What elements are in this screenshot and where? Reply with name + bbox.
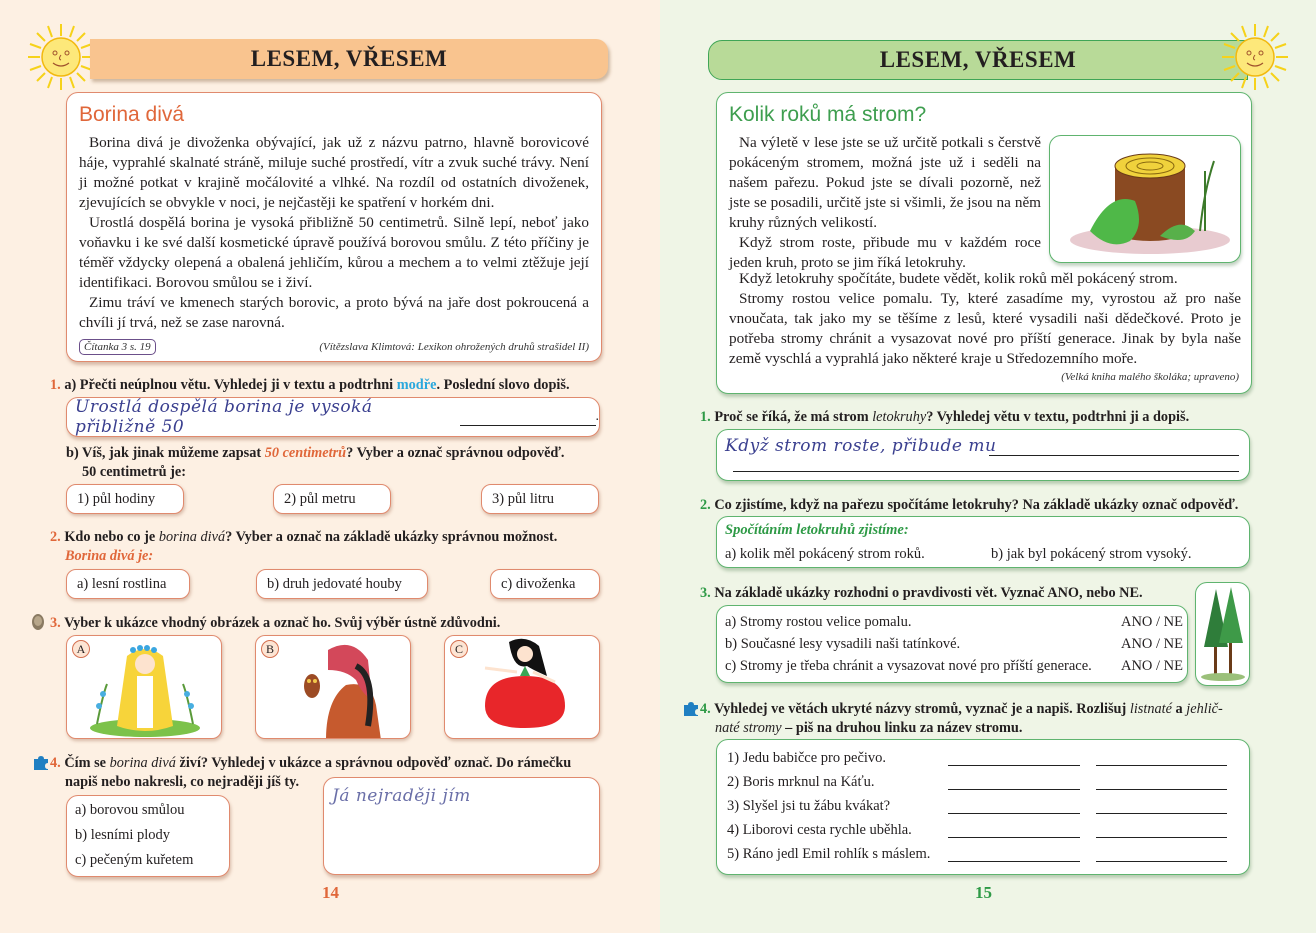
page-number: 15 [975, 883, 992, 902]
right-page-15 [660, 0, 1316, 933]
tree-name-blank[interactable] [948, 774, 1079, 790]
statement-text: a) Stromy rostou velice pomalu. [725, 614, 912, 630]
story-paragraph: Stromy rostou velice pomalu. Ty, které zasadíme my, vyrostou až pro naše vnoučata, tak jako my se těšíme z lesů, které vysadili naši dědečkové. Proto je potřeba stromy chránit a vysazovat nové pro příští generace. Jinak by byla naše země vyschlá a vyprahlá jako některé kraje u Středozemního moře. [729, 290, 1241, 367]
task1b-instruction [66, 444, 606, 482]
chapter-banner: LESEM, VŘESEM [90, 39, 608, 79]
picture-option-c[interactable] [444, 635, 600, 739]
sentence-row [727, 750, 1227, 767]
option-c-forest-nymph[interactable]: c) divoženka [490, 569, 600, 599]
highlight-blue: modře [396, 377, 437, 393]
page-number: 14 [322, 883, 339, 902]
story-citation: (Velká kniha malého školáka; upraveno) [1061, 371, 1239, 383]
task-number: 4. [50, 755, 61, 771]
tree-type-blank[interactable] [1096, 798, 1227, 814]
task-number: 4. [700, 701, 711, 717]
task-text: Čím se [64, 755, 110, 771]
chapter-banner: LESEM, VŘESEM [708, 40, 1248, 80]
option-b-poisonous-mushroom[interactable]: b) druh jedovaté houby [256, 569, 428, 599]
spruce-trees-image [1195, 582, 1250, 686]
story-text-wrapped [729, 133, 1041, 273]
option-a-pine-resin[interactable]: a) borovou smůlou [75, 802, 185, 818]
girl-in-red-dress-illustration [445, 636, 600, 739]
story-title: Borina divá [79, 103, 185, 126]
tree-names-box [716, 739, 1250, 875]
sentence-row [727, 774, 1227, 791]
task1-instruction [700, 408, 1280, 427]
sentence-text: 1) Jedu babičce pro pečivo. [727, 750, 887, 766]
task-text: Na základě ukázky rozhodni o pravdivosti vět. Vyznač ANO, nebo NE. [714, 585, 1143, 601]
task2-instruction [700, 496, 1300, 515]
statement-row [725, 658, 1183, 675]
handwritten-sentence: Když strom roste, přibude mu [725, 436, 997, 456]
task-text-italic: letokruhy [872, 409, 927, 425]
tree-type-blank[interactable] [1096, 774, 1227, 790]
yes-no-choice[interactable]: ANO / NE [1120, 636, 1183, 652]
true-false-box [716, 605, 1188, 683]
task3-instruction [50, 614, 610, 633]
tree-type-blank[interactable] [1096, 846, 1227, 862]
story-panel [66, 92, 602, 362]
task-text-italic: jehlič- [1186, 701, 1223, 717]
task-text: živí? Vyhledej v ukázce a správnou odpověď označ. Do rámečku [175, 755, 572, 771]
task-number: 3. [700, 585, 711, 601]
yes-no-choice[interactable]: ANO / NE [1120, 614, 1183, 630]
task-number: 2. [700, 497, 711, 513]
task-text: Kdo nebo co je [64, 529, 159, 545]
sentence-text: 2) Boris mrknul na Káťu. [727, 774, 875, 790]
option-3-half-liter[interactable]: 3) půl litru [481, 484, 599, 514]
favorite-food-drawing-box[interactable] [323, 777, 600, 875]
story-panel [716, 92, 1252, 394]
story-paragraph: Když strom roste, přibude mu v každém roce jeden kruh, proto se jim říká letokruhy. [729, 234, 1041, 271]
sentence-row [727, 798, 1227, 815]
statement-text: b) Současné lesy vysadili naši tatínkové. [725, 636, 961, 652]
sentence-row [727, 846, 1227, 863]
speaking-head-icon [31, 613, 45, 631]
story-citation: (Vítězslava Klimtová: Lexikon ohrožených druhů strašidel II) [319, 341, 589, 353]
tree-type-blank[interactable] [1096, 750, 1227, 766]
reader-reference-badge: Čítanka 3 s. 19 [79, 339, 156, 355]
story-paragraph: Borina divá je divoženka obývající, jak už z názvu patrno, hlavně borovicové háje, vyprahlé skalnaté stráně, miluje suché prostředí, vítr a zvuk suché trávy. Není ji možné potkat v krajině močálovité a vlhké. Na rozdíl od ostatních divoženek, zjevujících se obvykle v noci, je nejčastěji ke spatření v horkém dni. [79, 134, 589, 211]
picture-letter: B [261, 640, 279, 658]
tree-type-blank[interactable] [1096, 822, 1227, 838]
statement-text: c) Stromy je třeba chránit a vysazovat nové pro příští generace. [725, 658, 1092, 674]
sun-icon [1220, 22, 1290, 92]
sentence-row [727, 822, 1227, 839]
statement-row [725, 636, 1183, 653]
handwritten-sentence: Urostlá dospělá borina je vysoká přibližně 50 [75, 397, 373, 437]
task-text: napiš nebo nakresli, co nejraději jíš ty. [65, 774, 300, 790]
tree-name-blank[interactable] [948, 798, 1079, 814]
statement-row [725, 614, 1183, 631]
task-text: Co zjistíme, když na pařezu spočítáme letokruhy? Na základě ukázky označ odpověď. [714, 497, 1239, 513]
task-number: 1. [700, 409, 711, 425]
task-text: – piš na druhou linku za název stromu. [781, 720, 1023, 736]
task-text: a [1171, 701, 1187, 717]
option-c-roast-chicken[interactable]: c) pečeným kuřetem [75, 852, 194, 868]
task-text: Proč se říká, že má strom [714, 409, 873, 425]
tree-name-blank[interactable] [948, 822, 1079, 838]
picture-option-a[interactable] [66, 635, 222, 739]
picture-option-b[interactable] [255, 635, 411, 739]
option-2-half-meter[interactable]: 2) půl metru [273, 484, 391, 514]
task-text: a) Přečti neúplnou větu. Vyhledej ji v textu a podtrhni [64, 377, 397, 393]
task-subtitle: Spočítáním letokruhů zjistíme: [725, 522, 909, 538]
task-number: 1. [50, 377, 61, 393]
handwritten-prompt: Já nejraději jím [332, 786, 471, 806]
tree-stump-illustration [1050, 136, 1241, 263]
tree-stump-image [1049, 135, 1241, 263]
sun-icon [26, 22, 96, 92]
task-text: Vyber k ukázce vhodný obrázek a označ ho. Svůj výběr ústně zdůvodni. [64, 615, 501, 631]
task-number: 3. [50, 615, 61, 631]
task-text: . Poslední slovo dopiš. [436, 377, 570, 393]
task-subtitle: Borina divá je: [65, 548, 154, 564]
puzzle-icon [32, 755, 50, 771]
task4-instruction [700, 700, 1260, 738]
task-text-italic: listnaté [1129, 701, 1172, 717]
task-text: Vyhledej ve větách ukryté názvy stromů, vyznač je a napiš. Rozlišuj [714, 701, 1130, 717]
task1-answer-box[interactable] [716, 429, 1250, 481]
sentence-text: 5) Ráno jedl Emil rohlík s máslem. [727, 846, 931, 862]
task4-options-box [66, 795, 230, 877]
woman-with-owl-illustration [256, 636, 411, 739]
sentence-text: 4) Liborovi cesta rychle uběhla. [727, 822, 912, 838]
task-text: 50 centimetrů je: [82, 464, 187, 480]
task-text: ? Vyber a označ na základě ukázky správnou možnost. [225, 529, 558, 545]
answer-blank-line-2[interactable] [733, 456, 1239, 472]
task-text: b) Víš, jak jinak můžeme zapsat [66, 445, 265, 461]
option-a-tree-age[interactable]: a) kolik měl pokácený strom roků. [725, 546, 925, 562]
option-1-half-hour[interactable]: 1) půl hodiny [66, 484, 184, 514]
story-paragraph: Zimu tráví ve kmenech starých borovic, a proto bývá na jaře dost pokroucená a chvíli jí trvá, než se zase narovná. [79, 294, 589, 331]
story-title: Kolik roků má strom? [729, 103, 927, 126]
story-text [79, 133, 589, 333]
task1-answer-box[interactable]: Urostlá dospělá borina je vysoká přibližně 50 . [66, 397, 600, 437]
picture-letter: C [450, 640, 468, 658]
story-paragraph: Urostlá dospělá borina je vysoká přibližně 50 centimetrů. Silně lepí, neboť jako voňavku i ke své další kosmetické úpravě používá borovou smůlu. Z této příčiny je téměř vždycky olepená a obalená jehličím, kůrou a mechem a to velmi ztěžuje její identifikaci. Borovou smůlou se i živí. [79, 214, 589, 291]
blonde-girl-illustration [67, 636, 222, 739]
tree-name-blank[interactable] [948, 750, 1079, 766]
task-text: ? Vyber a označ správnou odpověď. [346, 445, 565, 461]
task3-instruction [700, 584, 1200, 603]
picture-letter: A [72, 640, 90, 658]
puzzle-icon [682, 701, 700, 717]
task2-instruction [50, 528, 610, 566]
story-text-full [729, 269, 1241, 369]
task-text-italic: naté stromy [715, 720, 782, 736]
answer-blank-line[interactable] [460, 408, 596, 426]
task2-options-box [716, 516, 1250, 568]
task1-instruction [50, 376, 610, 395]
option-a-forest-plant[interactable]: a) lesní rostlina [66, 569, 190, 599]
story-paragraph: Když letokruhy spočítáte, budete vědět, kolik roků měl pokácený strom. [739, 270, 1178, 287]
tree-name-blank[interactable] [948, 846, 1079, 862]
task-text-italic: borina divá [158, 529, 226, 545]
task-text-italic: borina divá [109, 755, 176, 771]
option-b-tree-height[interactable]: b) jak byl pokácený strom vysoký. [991, 546, 1192, 562]
yes-no-choice[interactable]: ANO / NE [1120, 658, 1183, 674]
sentence-text: 3) Slyšel jsi tu žábu kvákat? [727, 798, 891, 814]
answer-blank-line-1[interactable] [989, 438, 1239, 456]
option-b-forest-fruits[interactable]: b) lesními plody [75, 827, 171, 843]
spruce-trees-illustration [1196, 583, 1250, 686]
highlight-orange: 50 centimetrů [264, 445, 347, 461]
story-paragraph: Na výletě v lese jste se už určitě potkali s čerstvě pokáceným stromem, možná jste už i seděli na našem pařezu. Pokud jste se dívali pozorně, než jste se posadili, určitě jste si všimli, že jsou na něm kruhy různých velikostí. [729, 134, 1041, 231]
task-number: 2. [50, 529, 61, 545]
task-text: ? Vyhledej větu v textu, podtrhni ji a dopiš. [926, 409, 1190, 425]
